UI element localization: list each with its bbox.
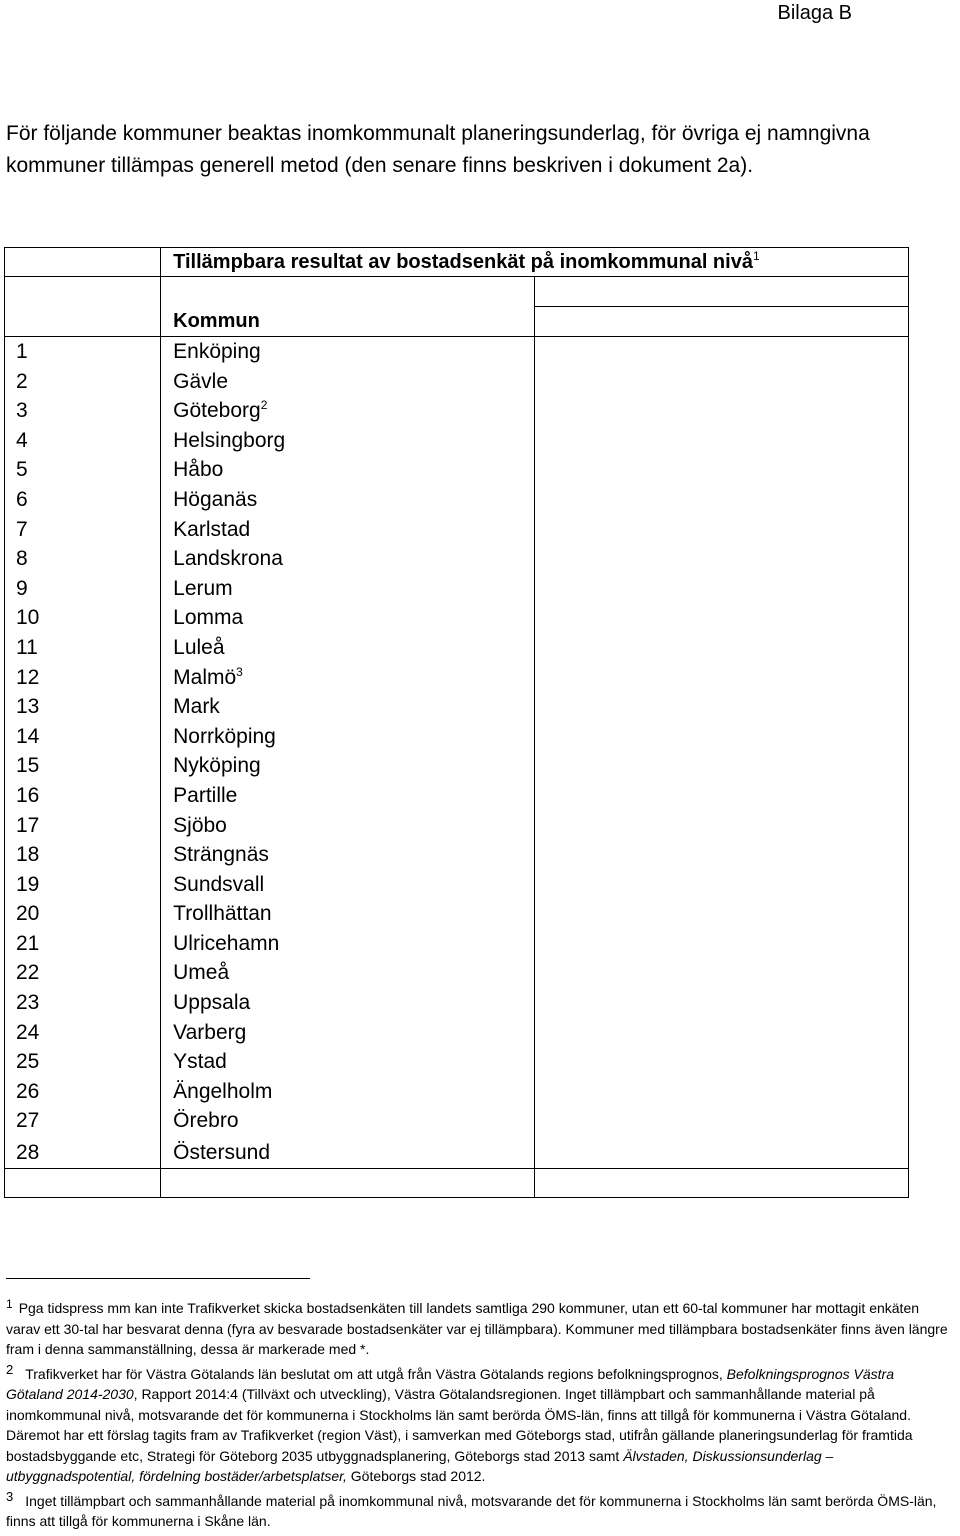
table-title-row	[5, 248, 909, 277]
table-row	[5, 1106, 909, 1136]
table-row	[5, 1077, 909, 1107]
municipality-name: Enköping	[161, 337, 535, 367]
row-number: 3	[5, 396, 161, 426]
row-number: 23	[5, 988, 161, 1018]
footnote-2: 2 Trafikverket har för Västra Götalands län beslutat om att utgå från Västra Götalands regions befolkningsprognos, Befolkningsprognos Västra Götaland 2014-2030, Rapport 2014:4 (Tillväxt och utveckling), Västra Götalandsregionen. Inget tillämpbart och sammanhållande material på inomkommunal nivå, motsvarande det för kommunerna i Stockholms län samt berörda ÖMS-län, finns att tillgå för kommunerna i Västra Götaland. Däremot har ett förslag tagits fram av Trafikverket (region Väst), i samverkan med Göteborgs stad, utifrån gällande planeringsunderlag för framtida bostadsbyggande etc, Strategi för Göteborg 2035 utbyggnadsplanering, Göteborgs stad 2013 samt Älvstaden, Diskussionsunderlag – utbyggnadspotential, fördelning bostäder/arbetsplatser, Göteborgs stad 2012.	[6, 1361, 913, 1484]
table-row	[5, 455, 909, 485]
table-empty-row	[5, 1168, 909, 1197]
municipality-name: Landskrona	[161, 544, 535, 574]
row-number: 20	[5, 899, 161, 929]
table-row	[5, 426, 909, 456]
row-number: 19	[5, 870, 161, 900]
municipality-name: Mark	[161, 692, 535, 722]
municipality-name: Ulricehamn	[161, 929, 535, 959]
municipality-name: Lomma	[161, 603, 535, 633]
table-row	[5, 515, 909, 545]
appendix-label: Bilaga B	[777, 2, 852, 24]
row-number: 15	[5, 751, 161, 781]
table-title: Tillämpbara resultat av bostadsenkät på inomkommunal nivå	[173, 251, 753, 273]
table-row	[5, 899, 909, 929]
row-number: 6	[5, 485, 161, 515]
row-number: 25	[5, 1047, 161, 1077]
table-row	[5, 367, 909, 397]
row-number: 24	[5, 1018, 161, 1048]
row-number: 5	[5, 455, 161, 485]
table-row	[5, 958, 909, 988]
municipality-name: Ystad	[161, 1047, 535, 1077]
municipality-name: Partille	[161, 781, 535, 811]
municipality-name: Sjöbo	[161, 811, 535, 841]
table-row	[5, 396, 909, 426]
table-row	[5, 929, 909, 959]
table-row	[5, 870, 909, 900]
municipality-name: Håbo	[161, 455, 535, 485]
row-number: 7	[5, 515, 161, 545]
table-row	[5, 663, 909, 693]
municipality-name: Norrköping	[161, 722, 535, 752]
municipality-name: Helsingborg	[161, 426, 535, 456]
table-row	[5, 574, 909, 604]
row-number: 11	[5, 633, 161, 663]
row-number: 28	[5, 1136, 161, 1168]
row-number: 2	[5, 367, 161, 397]
row-number: 8	[5, 544, 161, 574]
table-title-footnote-ref: 1	[752, 249, 760, 263]
row-number: 16	[5, 781, 161, 811]
row-number: 27	[5, 1106, 161, 1136]
footnote-ref: 3	[236, 664, 243, 679]
table-row	[5, 544, 909, 574]
municipality-name: Nyköping	[161, 751, 535, 781]
row-number: 12	[5, 663, 161, 693]
row-number: 22	[5, 958, 161, 988]
municipality-name: Varberg	[161, 1018, 535, 1048]
municipality-name: Göteborg$^2$	[161, 396, 535, 426]
table-row	[5, 1136, 909, 1168]
row-number: 10	[5, 603, 161, 633]
municipality-name: Uppsala	[161, 988, 535, 1018]
table-row	[5, 751, 909, 781]
row-number: 17	[5, 811, 161, 841]
footnote-ref: 2	[260, 398, 268, 413]
municipality-name: Ängelholm	[161, 1077, 535, 1107]
table-row	[5, 988, 909, 1018]
municipality-name: Örebro	[161, 1106, 535, 1136]
municipality-table	[4, 247, 909, 1198]
table-row	[5, 811, 909, 841]
table-header-row	[5, 277, 909, 307]
footnotes	[6, 1294, 954, 1532]
table-row	[5, 1018, 909, 1048]
municipality-name: Sundsvall	[161, 870, 535, 900]
row-number: 4	[5, 426, 161, 456]
municipality-name: Höganäs	[161, 485, 535, 515]
municipality-name: Malmö$^3$	[161, 663, 535, 693]
footnote-1: 1 Pga tidspress mm kan inte Trafikverket skicka bostadsenkäten till landets samtliga 290 kommuner, utan ett 60-tal kommuner har mottagit enkäten varav ett 30-tal har besvarat denna (fyra av besvarade bostadsenkäter var ej tillämpbara). Kommuner med tillämpbara bostadsenkäter finns även längre fram i denna sammanställning, dessa är markerade med *.	[6, 1297, 948, 1357]
table-row	[5, 781, 909, 811]
municipality-name: Luleå	[161, 633, 535, 663]
municipality-name: Karlstad	[161, 515, 535, 545]
municipality-name: Strängnäs	[161, 840, 535, 870]
table-row	[5, 633, 909, 663]
municipality-name: Umeå	[161, 958, 535, 988]
row-number: 18	[5, 840, 161, 870]
table-row	[5, 485, 909, 515]
footnote-separator	[6, 1278, 310, 1279]
table-row	[5, 1047, 909, 1077]
row-number: 1	[5, 337, 161, 367]
column-header-kommun: Kommun	[173, 309, 260, 332]
municipality-name: Östersund	[161, 1136, 535, 1168]
municipality-name: Gävle	[161, 367, 535, 397]
table-row	[5, 840, 909, 870]
intro-paragraph: För följande kommuner beaktas inomkommunalt planeringsunderlag, för övriga ej namngivna kommuner tillämpas generell metod (den senare finns beskriven i dokument 2a).	[6, 122, 870, 177]
footnote-3: 3 Inget tillämpbart och sammanhållande material på inomkommunal nivå, motsvarande det för kommunerna i Stockholms län samt berörda ÖMS-län, finns att tillgå för kommunerna i Skåne län.	[6, 1488, 937, 1529]
row-number: 9	[5, 574, 161, 604]
municipality-name: Lerum	[161, 574, 535, 604]
row-number: 21	[5, 929, 161, 959]
row-number: 26	[5, 1077, 161, 1107]
row-number: 13	[5, 692, 161, 722]
row-number: 14	[5, 722, 161, 752]
table-row	[5, 692, 909, 722]
table-row	[5, 603, 909, 633]
table-row	[5, 722, 909, 752]
municipality-name: Trollhättan	[161, 899, 535, 929]
table-row	[5, 337, 909, 367]
